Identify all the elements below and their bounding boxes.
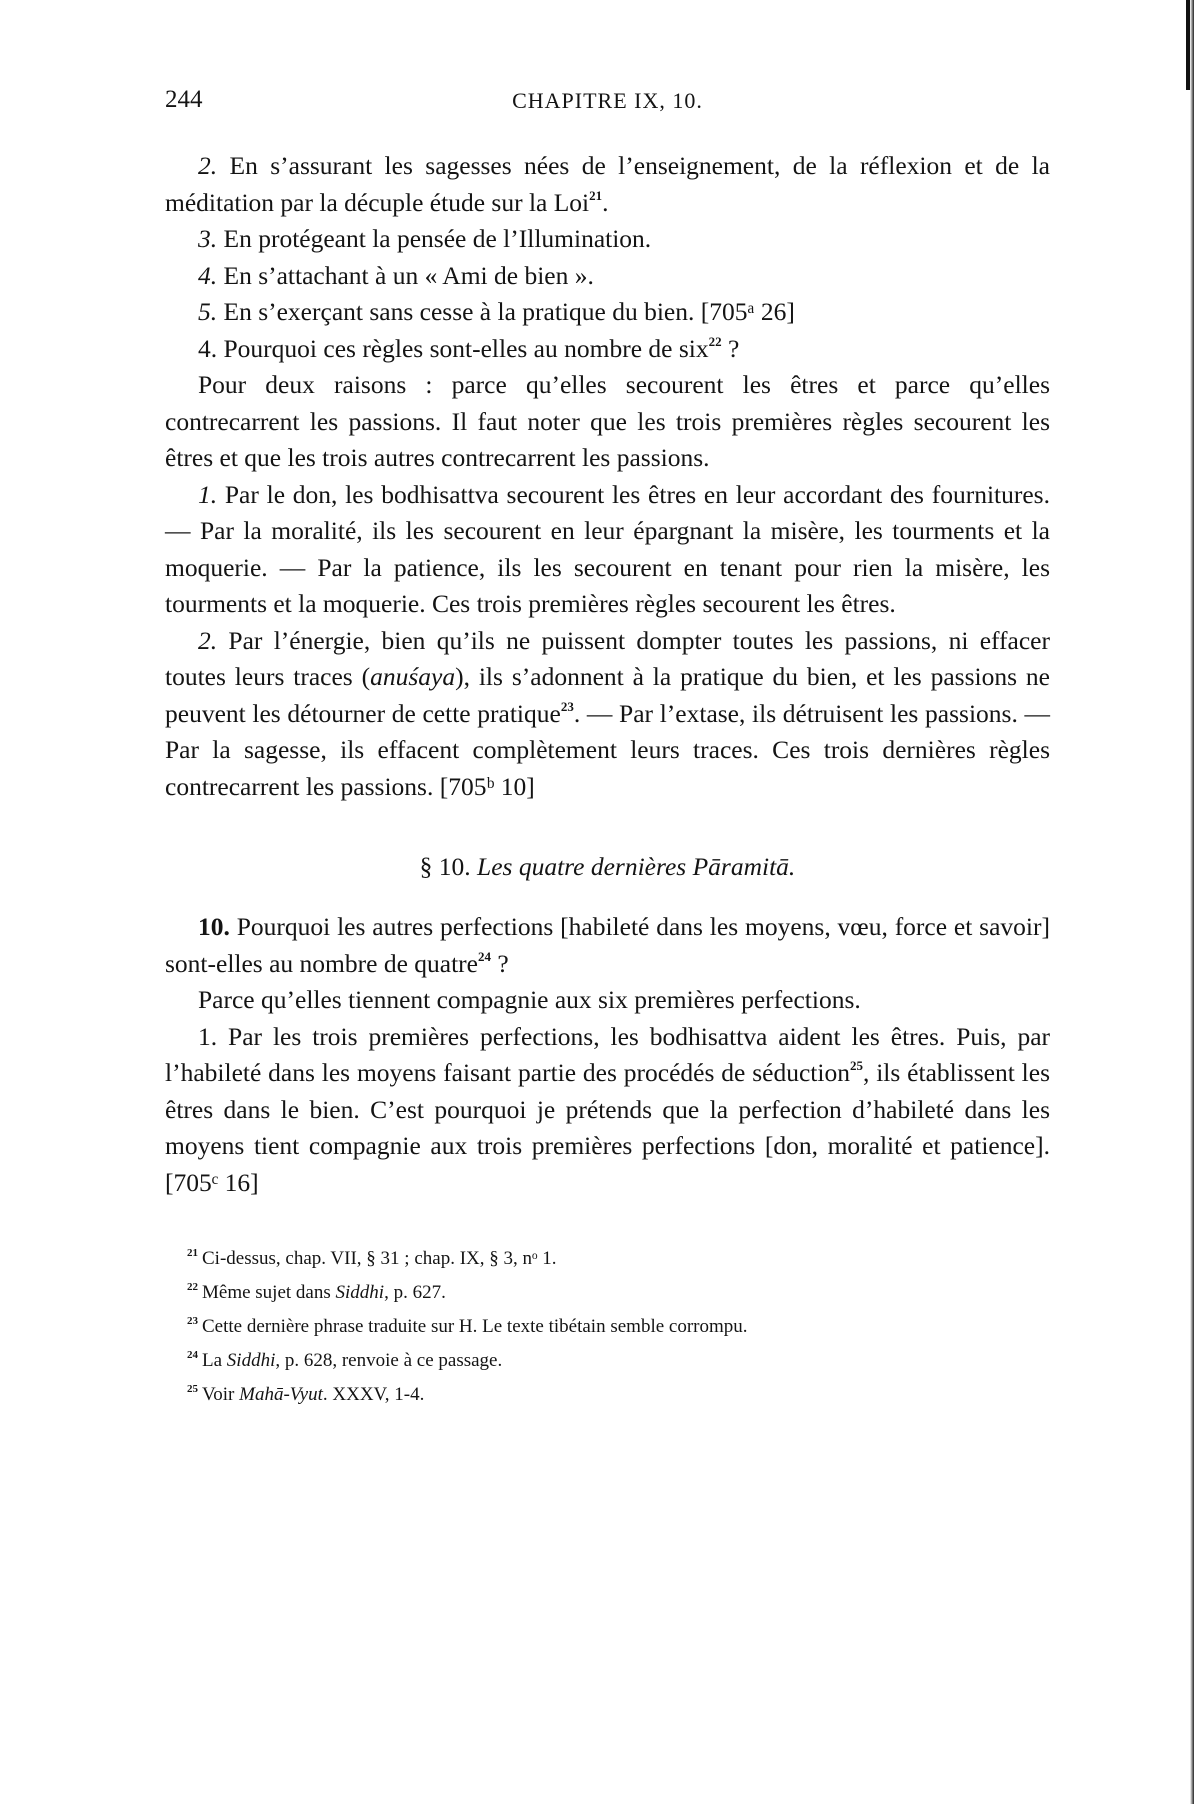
paragraph-text: Par l’énergie, bien qu’ils ne puissent dompter toutes les passions, ni effacer toutes leurs traces (	[165, 625, 1050, 691]
paragraph-text: En s’attachant à un « Ami de bien ».	[217, 260, 594, 290]
footnote-ref-22[interactable]: 22	[708, 333, 722, 349]
footnote-ref-24[interactable]: 24	[477, 948, 491, 964]
footnote-text: Cette dernière phrase traduite sur H. Le texte tibétain semble corrompu.	[202, 1316, 748, 1337]
footnote-ref-21[interactable]: 21	[589, 187, 603, 203]
paragraph-item-3	[165, 221, 1050, 258]
item-number: 3.	[198, 224, 218, 253]
footnote-text-end: , p. 627.	[384, 1282, 446, 1303]
footnote-text: Voir	[202, 1384, 240, 1405]
footnote-23	[187, 1307, 1050, 1341]
sanskrit-term: anuśaya	[370, 662, 456, 691]
paragraph-point-2	[165, 623, 1050, 806]
paragraph-text: Parce qu’elles tiennent compagnie aux six premières perfections.	[198, 985, 861, 1014]
item-number: 5.	[198, 297, 218, 326]
footnote-text: Même sujet dans	[202, 1282, 336, 1303]
book-page	[165, 80, 1050, 1409]
footnote-ref-25[interactable]: 25	[849, 1058, 863, 1073]
paragraph-text: 4. Pourquoi ces règles sont-elles au nombre de six	[198, 333, 709, 363]
item-number: 2.	[198, 151, 218, 180]
paragraph-text-end: ?	[721, 333, 740, 363]
footnote-title: Siddhi	[335, 1282, 385, 1303]
paragraph-text: En s’exerçant sans cesse à la pratique du bien. [705ᵃ 26]	[217, 297, 795, 326]
paragraph-text: ), ils s’adonnent à la pratique du bien, et les passions ne peuvent les détourner de cette pratique	[165, 662, 1050, 728]
footnote-21	[187, 1239, 1050, 1273]
footnote-24	[187, 1341, 1050, 1375]
footnote-text: La	[202, 1350, 227, 1371]
running-title: CHAPITRE IX, 10.	[512, 88, 703, 113]
section-title: Les quatre dernières Pāramitā.	[477, 852, 796, 881]
paragraph-question-10	[165, 909, 1050, 982]
footnote-mark: 22	[187, 1281, 198, 1293]
page-number: 244	[165, 86, 203, 113]
paragraph-text: , ils établissent les êtres dans le bien. C’est pourquoi je prétends que la perfection d’habileté dans les moyens tient compagnie aux trois premières perfections [don, moralité et patience]. [705ᶜ 16]	[165, 1058, 1051, 1197]
paragraph-text: En s’assurant les sagesses nées de l’enseignement, de la réflexion et de la méditation par la décuple étude sur la Loi	[165, 151, 1050, 217]
footnote-title: Siddhi	[226, 1350, 276, 1371]
paragraph-answer	[165, 367, 1050, 477]
paragraph-text-end: ?	[490, 948, 509, 978]
footnote-text: Ci-dessus, chap. VII, § 31 ; chap. IX, § 3, nᵒ 1.	[202, 1248, 557, 1269]
scan-edge-shadow	[1190, 0, 1194, 1804]
footnote-text-end: . XXXV, 1-4.	[322, 1384, 425, 1405]
section-body-text	[165, 909, 1050, 1201]
paragraph-text: 1. Par les trois premières perfections, les bodhisattva aident les êtres. Puis, par l’habileté dans les moyens faisant partie des procédés de séduction	[165, 1021, 1050, 1087]
paragraph-point-1	[165, 477, 1050, 623]
paragraph-item-2	[165, 148, 1050, 221]
section-number: § 10.	[419, 852, 478, 881]
body-text	[165, 148, 1050, 805]
footnotes	[187, 1239, 1050, 1409]
footnote-ref-23[interactable]: 23	[560, 698, 574, 714]
page-header	[165, 80, 1050, 120]
item-number: 2.	[198, 625, 218, 655]
paragraph-item-5	[165, 294, 1050, 331]
footnote-mark: 25	[187, 1383, 198, 1395]
paragraph-item-4	[165, 258, 1050, 295]
footnote-title: Mahā-Vyut	[239, 1384, 323, 1405]
paragraph-question-4	[165, 331, 1050, 368]
section-heading	[165, 849, 1050, 885]
item-number: 10.	[198, 912, 230, 941]
paragraph-text: Pourquoi les autres perfections [habileté dans les moyens, vœu, force et savoir] sont-elles au nombre de quatre	[165, 912, 1050, 978]
paragraph-text-end: .	[602, 187, 609, 217]
paragraph-text: . — Par l’extase, ils détruisent les passions. — Par la sagesse, ils effacent complètement leurs traces. Ces trois dernières règles contrecarrent les passions. [705ᵇ 10]	[165, 698, 1050, 801]
footnote-mark: 21	[187, 1247, 198, 1259]
paragraph-text: En protégeant la pensée de l’Illumination.	[217, 224, 652, 253]
footnote-mark: 23	[187, 1315, 198, 1327]
paragraph-point-10-1	[165, 1019, 1050, 1202]
footnote-25	[187, 1375, 1050, 1409]
paragraph-text: Par le don, les bodhisattva secourent les êtres en leur accordant des fournitures. — Par la moralité, ils les secourent en leur épargnant la misère, les tourments et la moquerie. — Par la patience, ils les secourent en tenant pour rien la misère, les tourments et la moquerie. Ces trois premières règles secourent les êtres.	[165, 479, 1050, 618]
footnote-22	[187, 1273, 1050, 1307]
paragraph-text: Pour deux raisons : parce qu’elles secourent les êtres et parce qu’elles contrecarrent les passions. Il faut noter que les trois premières règles secourent les êtres et que les trois autres contrecarrent les passions.	[165, 370, 1050, 472]
paragraph-answer-10	[165, 982, 1050, 1019]
item-number: 1.	[198, 479, 218, 509]
footnote-text-end: , p. 628, renvoie à ce passage.	[275, 1350, 503, 1371]
footnote-mark: 24	[187, 1349, 198, 1361]
item-number: 4.	[198, 260, 218, 290]
